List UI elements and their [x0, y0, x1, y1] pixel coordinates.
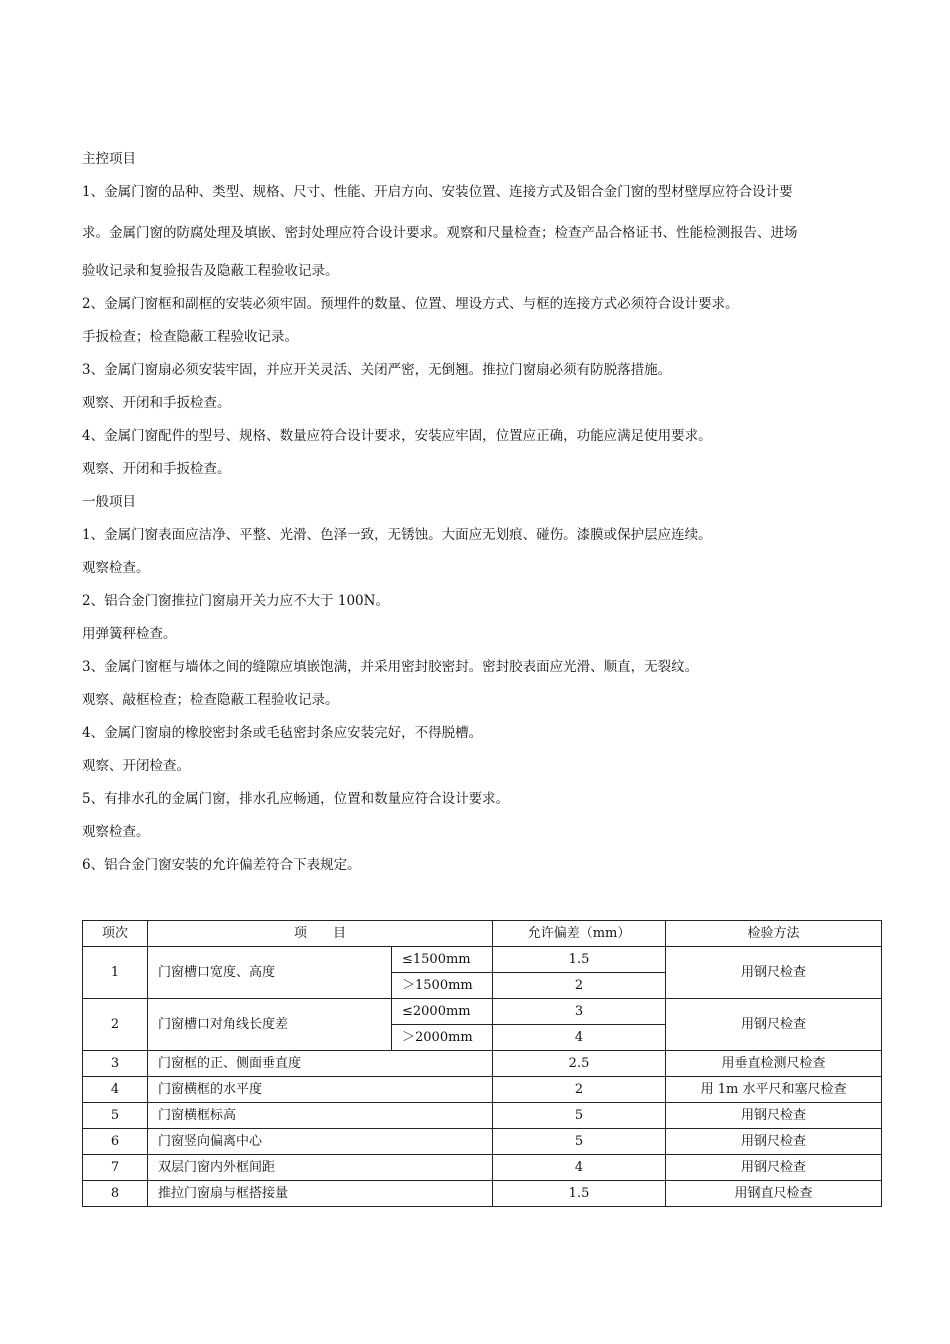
paragraph-line: 观察、开闭和手扳检查。 — [82, 395, 231, 411]
cell-sub-item: ＞2000mm — [392, 1025, 493, 1051]
cell-no: 7 — [83, 1155, 148, 1181]
cell-tolerance: 3 — [493, 999, 666, 1025]
cell-tolerance: 2 — [493, 1077, 666, 1103]
cell-tolerance: 1.5 — [493, 947, 666, 973]
paragraph-line: 求。金属门窗的防腐处理及填嵌、密封处理应符合设计要求。观察和尺量检查；检查产品合格证书、性能检测报告、进场 — [82, 225, 798, 241]
header-no: 项次 — [83, 921, 148, 947]
cell-tolerance: 4 — [493, 1155, 666, 1181]
cell-method: 用钢尺检查 — [666, 947, 882, 999]
cell-item: 门窗槽口宽度、高度 — [148, 947, 392, 999]
table-row — [83, 1129, 882, 1155]
paragraph-line: 4、金属门窗配件的型号、规格、数量应符合设计要求，安装应牢固，位置应正确，功能应满足使用要求。 — [82, 428, 712, 444]
cell-method: 用垂直检测尺检查 — [666, 1051, 882, 1077]
cell-method: 用钢尺检查 — [666, 1129, 882, 1155]
cell-item: 推拉门窗扇与框搭接量 — [148, 1181, 493, 1207]
cell-no: 6 — [83, 1129, 148, 1155]
cell-sub-item: ＞1500mm — [392, 973, 493, 999]
cell-sub-item: ≤2000mm — [392, 999, 493, 1025]
tolerance-table — [82, 920, 882, 1207]
cell-item: 门窗横框的水平度 — [148, 1077, 493, 1103]
cell-no: 8 — [83, 1181, 148, 1207]
cell-no: 2 — [83, 999, 148, 1051]
paragraph-line: 验收记录和复验报告及隐蔽工程验收记录。 — [82, 263, 339, 279]
table-row — [83, 1103, 882, 1129]
cell-no: 3 — [83, 1051, 148, 1077]
paragraph-line: 6、铝合金门窗安装的允许偏差符合下表规定。 — [82, 857, 361, 873]
section-heading-general: 一般项目 — [82, 494, 136, 510]
paragraph-line: 观察检查。 — [82, 560, 150, 576]
cell-tolerance: 2.5 — [493, 1051, 666, 1077]
cell-item: 双层门窗内外框间距 — [148, 1155, 493, 1181]
cell-item: 门窗框的正、侧面垂直度 — [148, 1051, 493, 1077]
paragraph-line: 观察检查。 — [82, 824, 150, 840]
header-tolerance: 允许偏差（mm） — [493, 921, 666, 947]
cell-tolerance: 2 — [493, 973, 666, 999]
table-row — [83, 1051, 882, 1077]
paragraph-line: 2、金属门窗框和副框的安装必须牢固。预埋件的数量、位置、埋设方式、与框的连接方式必须符合设计要求。 — [82, 296, 739, 312]
table-row — [83, 999, 882, 1025]
cell-method: 用 1m 水平尺和塞尺检查 — [666, 1077, 882, 1103]
paragraph-line: 4、金属门窗扇的橡胶密封条或毛毡密封条应安装完好，不得脱槽。 — [82, 725, 483, 741]
cell-item: 门窗槽口对角线长度差 — [148, 999, 392, 1051]
cell-tolerance: 4 — [493, 1025, 666, 1051]
cell-item: 门窗横框标高 — [148, 1103, 493, 1129]
cell-method: 用钢尺检查 — [666, 1155, 882, 1181]
paragraph-line: 手扳检查；检查隐蔽工程验收记录。 — [82, 329, 298, 345]
paragraph-line: 5、有排水孔的金属门窗，排水孔应畅通，位置和数量应符合设计要求。 — [82, 791, 510, 807]
paragraph-line: 观察、开闭检查。 — [82, 758, 190, 774]
section-heading-main: 主控项目 — [82, 151, 136, 167]
cell-tolerance: 5 — [493, 1103, 666, 1129]
paragraph-line: 1、金属门窗表面应洁净、平整、光滑、色泽一致，无锈蚀。大面应无划痕、碰伤。漆膜或保护层应连续。 — [82, 527, 712, 543]
cell-method: 用钢直尺检查 — [666, 1181, 882, 1207]
cell-item: 门窗竖向偏离中心 — [148, 1129, 493, 1155]
paragraph-line: 3、金属门窗扇必须安装牢固，并应开关灵活、关闭严密，无倒翘。推拉门窗扇必须有防脱落措施。 — [82, 362, 672, 378]
table-row — [83, 1077, 882, 1103]
table-header-row — [83, 921, 882, 947]
header-method: 检验方法 — [666, 921, 882, 947]
header-item: 项 目 — [148, 921, 493, 947]
paragraph-line: 用弹簧秤检查。 — [82, 626, 177, 642]
paragraph-line: 观察、开闭和手扳检查。 — [82, 461, 231, 477]
paragraph-line: 1、金属门窗的品种、类型、规格、尺寸、性能、开启方向、安装位置、连接方式及铝合金门窗的型材壁厚应符合设计要 — [82, 184, 793, 200]
table-row — [83, 1155, 882, 1181]
paragraph-line: 2、铝合金门窗推拉门窗扇开关力应不大于 100N。 — [82, 593, 389, 609]
cell-no: 5 — [83, 1103, 148, 1129]
cell-method: 用钢尺检查 — [666, 1103, 882, 1129]
cell-tolerance: 1.5 — [493, 1181, 666, 1207]
paragraph-line: 3、金属门窗框与墙体之间的缝隙应填嵌饱满，并采用密封胶密封。密封胶表面应光滑、顺直，无裂纹。 — [82, 659, 699, 675]
cell-method: 用钢尺检查 — [666, 999, 882, 1051]
table-row — [83, 1181, 882, 1207]
table-row — [83, 947, 882, 973]
cell-sub-item: ≤1500mm — [392, 947, 493, 973]
cell-tolerance: 5 — [493, 1129, 666, 1155]
cell-no: 1 — [83, 947, 148, 999]
cell-no: 4 — [83, 1077, 148, 1103]
paragraph-line: 观察、敲框检查；检查隐蔽工程验收记录。 — [82, 692, 339, 708]
